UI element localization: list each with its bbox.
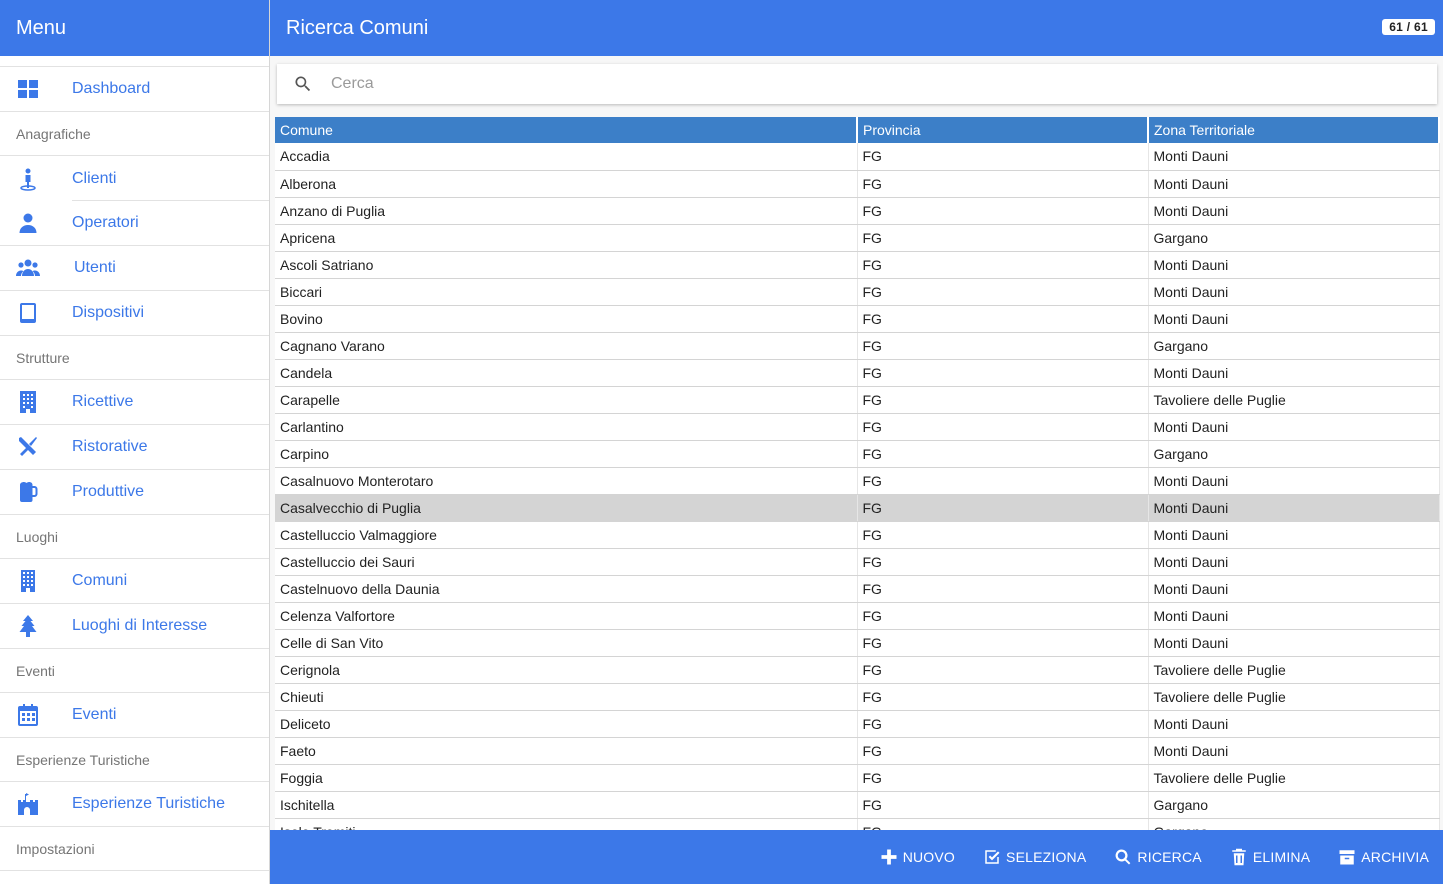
action-bar <box>270 830 1443 884</box>
cell-provincia: FG <box>857 683 1148 710</box>
sidebar-item-label: Clienti <box>72 169 117 187</box>
table-row[interactable] <box>275 170 1439 197</box>
cell-comune: Anzano di Puglia <box>275 197 857 224</box>
cell-provincia: FG <box>857 764 1148 791</box>
sidebar-item-label: Dispositivi <box>72 304 145 321</box>
ricerca-label: RICERCA <box>1137 849 1202 865</box>
cell-comune: Ischitella <box>275 791 857 818</box>
cell-zona: Tavoliere delle Puglie <box>1148 656 1439 683</box>
cell-zona: Monti Dauni <box>1148 737 1439 764</box>
archivia-label: ARCHIVIA <box>1361 849 1429 865</box>
sidebar-item-dispositivi[interactable] <box>0 291 269 336</box>
cell-comune: Cerignola <box>275 656 857 683</box>
sidebar-item-comuni[interactable] <box>0 559 269 604</box>
sidebar-item-operatori[interactable] <box>0 201 269 246</box>
castle-icon <box>0 792 72 816</box>
checkbox-icon <box>983 848 1001 866</box>
cell-zona: Tavoliere delle Puglie <box>1148 386 1439 413</box>
sidebar-section-anagrafiche: Anagrafiche <box>0 112 269 156</box>
cell-provincia: FG <box>857 197 1148 224</box>
sidebar-title: Menu <box>0 0 269 56</box>
cell-zona: Monti Dauni <box>1148 710 1439 737</box>
utensils-icon <box>0 435 72 459</box>
sidebar-item-label: Dashboard <box>72 80 151 97</box>
table-row[interactable] <box>275 332 1439 359</box>
table-row[interactable] <box>275 602 1439 629</box>
sidebar-item-label: Luoghi di Interesse <box>72 617 208 634</box>
cell-provincia: FG <box>857 710 1148 737</box>
seleziona-button[interactable] <box>983 848 1086 866</box>
table-row[interactable] <box>275 278 1439 305</box>
cell-zona: Monti Dauni <box>1148 629 1439 656</box>
sidebar-section-eventi: Eventi <box>0 649 269 693</box>
cell-zona: Monti Dauni <box>1148 467 1439 494</box>
column-header-comune[interactable]: Comune <box>275 117 857 143</box>
cell-provincia: FG <box>857 413 1148 440</box>
table-row[interactable] <box>275 656 1439 683</box>
search-icon <box>277 74 329 94</box>
table-row[interactable] <box>275 386 1439 413</box>
table-row[interactable] <box>275 575 1439 602</box>
record-count-badge: 61 / 61 <box>1382 19 1435 35</box>
cell-comune: Alberona <box>275 170 857 197</box>
cell-provincia: FG <box>857 359 1148 386</box>
main-panel <box>270 0 1443 884</box>
cell-provincia: FG <box>857 440 1148 467</box>
elimina-label: ELIMINA <box>1252 849 1311 865</box>
cell-zona: Monti Dauni <box>1148 521 1439 548</box>
table-header-row <box>275 117 1439 143</box>
cell-comune: Carlantino <box>275 413 857 440</box>
cell-comune: Apricena <box>275 224 857 251</box>
cell-comune: Castelluccio dei Sauri <box>275 548 857 575</box>
table-row[interactable] <box>275 440 1439 467</box>
sidebar-section-luoghi: Luoghi <box>0 515 269 559</box>
sidebar-item-dashboard[interactable] <box>0 67 269 112</box>
table-row[interactable] <box>275 413 1439 440</box>
plus-icon <box>880 848 898 866</box>
cell-provincia: FG <box>857 386 1148 413</box>
cell-provincia: FG <box>857 143 1148 170</box>
cell-comune: Candela <box>275 359 857 386</box>
cell-provincia: FG <box>857 629 1148 656</box>
sidebar-item-utenti[interactable] <box>0 246 269 291</box>
table-row[interactable] <box>275 710 1439 737</box>
cell-provincia: FG <box>857 791 1148 818</box>
cell-comune: Casalvecchio di Puglia <box>275 494 857 521</box>
cell-comune: Celle di San Vito <box>275 629 857 656</box>
search-bar <box>277 64 1437 104</box>
sidebar-item-label: Utenti <box>74 259 116 276</box>
nuovo-button[interactable] <box>880 848 955 866</box>
cell-provincia: FG <box>857 170 1148 197</box>
sidebar-item-ristorative[interactable] <box>0 425 269 470</box>
sidebar-item-clienti[interactable] <box>0 156 269 201</box>
tablet-icon <box>0 301 72 325</box>
cell-zona: Monti Dauni <box>1148 305 1439 332</box>
table-row[interactable] <box>275 737 1439 764</box>
people-icon <box>0 256 72 280</box>
table-row[interactable] <box>275 629 1439 656</box>
cell-zona: Monti Dauni <box>1148 197 1439 224</box>
sidebar-item-label: Ristorative <box>72 438 148 455</box>
cell-comune: Bovino <box>275 305 857 332</box>
cell-provincia: FG <box>857 548 1148 575</box>
nuovo-label: NUOVO <box>902 849 956 865</box>
cell-zona: Monti Dauni <box>1148 413 1439 440</box>
cell-provincia: FG <box>857 575 1148 602</box>
cell-zona: Monti Dauni <box>1148 251 1439 278</box>
table-row[interactable] <box>275 197 1439 224</box>
sidebar-item-luoghi-di-interesse[interactable] <box>0 604 269 649</box>
cell-zona: Gargano <box>1148 440 1439 467</box>
cell-comune: Deliceto <box>275 710 857 737</box>
cell-comune: Castelnuovo della Daunia <box>275 575 857 602</box>
elimina-button[interactable] <box>1230 848 1310 866</box>
top-bar <box>270 0 1443 56</box>
cell-provincia: FG <box>857 278 1148 305</box>
cell-zona: Monti Dauni <box>1148 548 1439 575</box>
table-row[interactable] <box>275 143 1439 170</box>
table-row[interactable] <box>275 791 1439 818</box>
cell-zona: Monti Dauni <box>1148 494 1439 521</box>
cell-comune: Biccari <box>275 278 857 305</box>
cell-provincia: FG <box>857 467 1148 494</box>
cell-comune: Celenza Valfortore <box>275 602 857 629</box>
sidebar-item-label: Produttive <box>72 483 145 500</box>
cell-provincia: FG <box>857 737 1148 764</box>
beer-mug-icon <box>0 480 72 504</box>
sidebar-item-ricettive[interactable] <box>0 380 269 425</box>
cell-zona: Gargano <box>1148 791 1439 818</box>
page-title: Ricerca Comuni <box>286 16 429 39</box>
city-building-icon <box>0 569 72 593</box>
cell-comune: Accadia <box>275 143 857 170</box>
cell-comune: Casalnuovo Monterotaro <box>275 467 857 494</box>
sidebar-item-label: Esperienze Turistiche <box>72 795 225 812</box>
person-pin-icon <box>0 167 72 191</box>
cell-comune: Foggia <box>275 764 857 791</box>
cell-provincia: FG <box>857 305 1148 332</box>
sidebar <box>0 0 270 884</box>
table-row[interactable] <box>275 224 1439 251</box>
cell-zona: Monti Dauni <box>1148 170 1439 197</box>
trash-icon <box>1230 848 1248 866</box>
sidebar-item-label: Ricettive <box>72 393 134 410</box>
cell-comune: Carpino <box>275 440 857 467</box>
tree-icon <box>0 614 72 638</box>
table-row[interactable] <box>275 548 1439 575</box>
sidebar-section-esperienze-turistiche: Esperienze Turistiche <box>0 738 269 782</box>
search-icon <box>1114 848 1132 866</box>
sidebar-menu <box>0 66 269 871</box>
table-row[interactable] <box>275 521 1439 548</box>
table-row[interactable] <box>275 305 1439 332</box>
calendar-icon <box>0 703 72 727</box>
comuni-table <box>275 117 1439 830</box>
sidebar-section-strutture: Strutture <box>0 336 269 380</box>
table-row[interactable] <box>275 683 1439 710</box>
dashboard-icon <box>0 77 72 101</box>
ricerca-button[interactable] <box>1114 848 1201 866</box>
cell-provincia: FG <box>857 521 1148 548</box>
cell-comune: Faeto <box>275 737 857 764</box>
sidebar-item-label: Comuni <box>72 572 128 589</box>
table-row[interactable] <box>275 251 1439 278</box>
cell-zona: Gargano <box>1148 332 1439 359</box>
table-row[interactable] <box>275 494 1439 521</box>
cell-provincia: FG <box>857 494 1148 521</box>
cell-zona: Monti Dauni <box>1148 575 1439 602</box>
cell-zona: Monti Dauni <box>1148 278 1439 305</box>
table-row[interactable] <box>275 764 1439 791</box>
cell-zona: Monti Dauni <box>1148 143 1439 170</box>
cell-provincia: FG <box>857 224 1148 251</box>
cell-comune: Carapelle <box>275 386 857 413</box>
cell-comune: Ascoli Satriano <box>275 251 857 278</box>
column-header-provincia[interactable]: Provincia <box>857 117 1148 143</box>
sidebar-item-label: Operatori <box>72 214 139 231</box>
table-row[interactable] <box>275 467 1439 494</box>
person-icon <box>0 211 72 235</box>
archivia-button[interactable] <box>1338 848 1429 866</box>
cell-zona: Tavoliere delle Puglie <box>1148 683 1439 710</box>
cell-zona: Gargano <box>1148 224 1439 251</box>
sidebar-section-impostazioni: Impostazioni <box>0 827 269 871</box>
sidebar-item-eventi[interactable] <box>0 693 269 738</box>
column-header-zona-territoriale[interactable]: Zona Territoriale <box>1148 117 1439 143</box>
cell-provincia: FG <box>857 656 1148 683</box>
cell-zona: Monti Dauni <box>1148 602 1439 629</box>
search-input[interactable] <box>331 75 1437 93</box>
seleziona-label: SELEZIONA <box>1006 849 1087 865</box>
sidebar-item-produttive[interactable] <box>0 470 269 515</box>
cell-comune: Castelluccio Valmaggiore <box>275 521 857 548</box>
table-row[interactable] <box>275 359 1439 386</box>
cell-zona: Monti Dauni <box>1148 359 1439 386</box>
cell-comune: Chieuti <box>275 683 857 710</box>
cell-comune: Cagnano Varano <box>275 332 857 359</box>
archive-icon <box>1338 848 1356 866</box>
building-icon <box>0 390 72 414</box>
cell-provincia: FG <box>857 332 1148 359</box>
cell-provincia: FG <box>857 251 1148 278</box>
cell-provincia: FG <box>857 602 1148 629</box>
sidebar-item-label: Eventi <box>72 706 117 723</box>
sidebar-item-esperienze-turistiche[interactable] <box>0 782 269 827</box>
cell-zona: Tavoliere delle Puglie <box>1148 764 1439 791</box>
